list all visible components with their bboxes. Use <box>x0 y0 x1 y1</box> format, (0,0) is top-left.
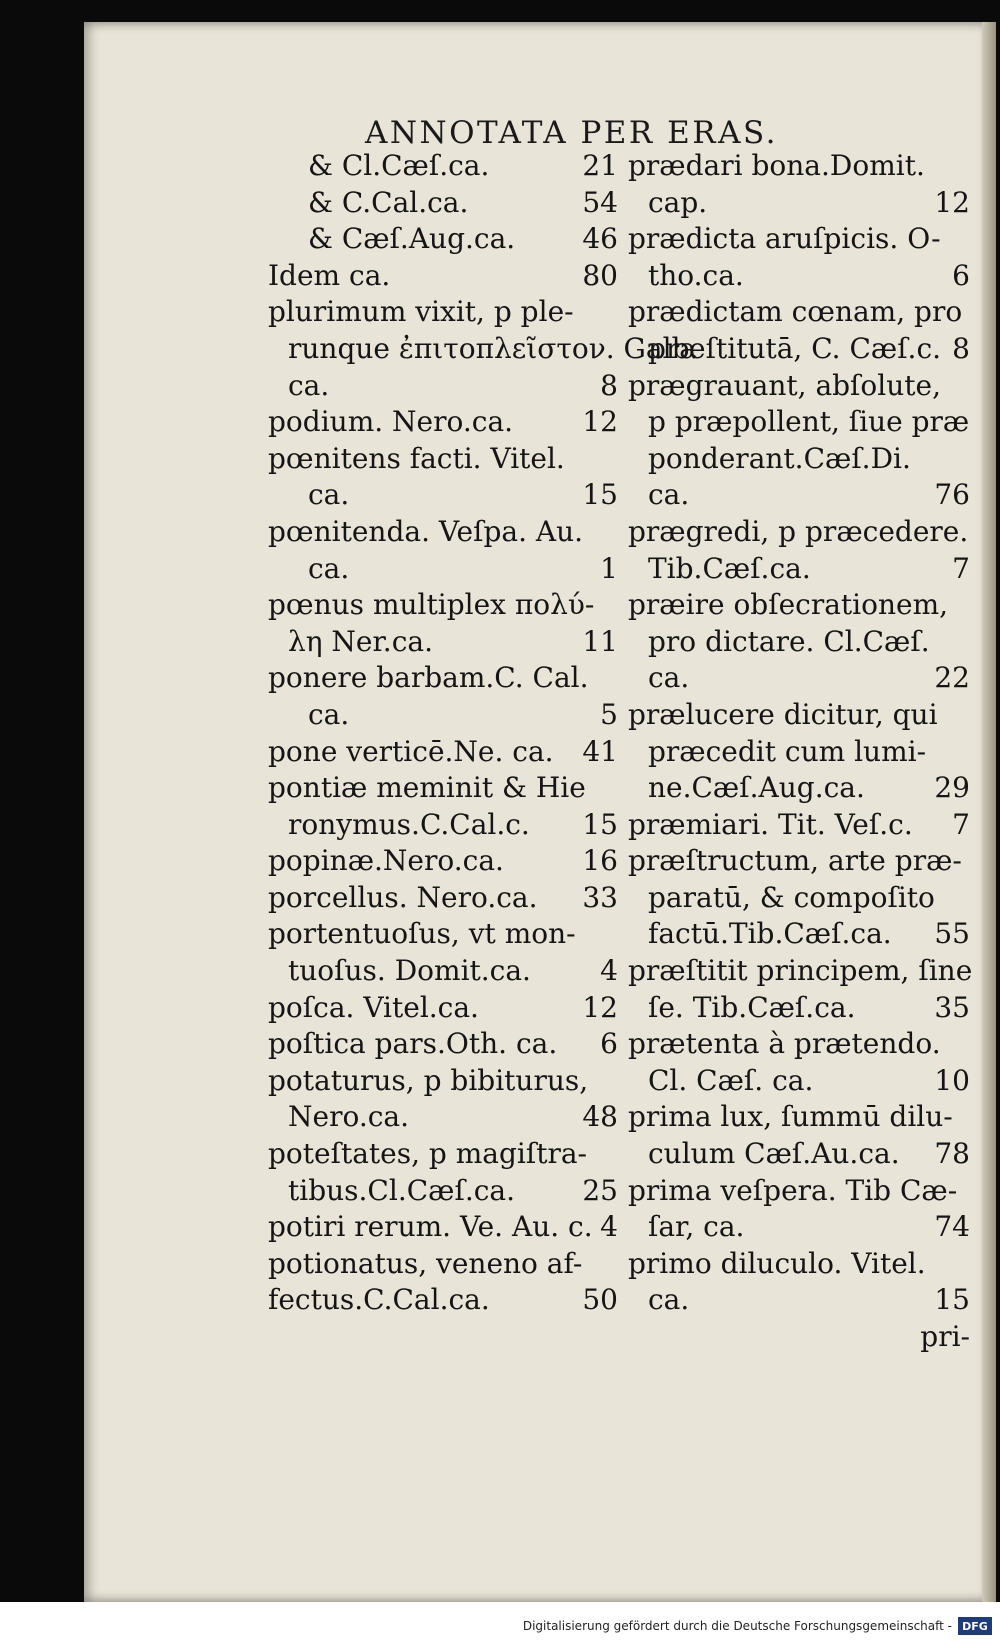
entry-chapter-number: 7 <box>952 807 970 841</box>
index-entry <box>268 1026 618 1063</box>
index-entry <box>268 1173 618 1210</box>
index-entry <box>628 1099 970 1136</box>
index-entry <box>628 258 970 295</box>
entry-text: præire obſecrationem, <box>628 588 949 622</box>
index-entry <box>268 990 618 1027</box>
index-entry <box>628 770 970 807</box>
index-entry <box>628 514 970 551</box>
entry-chapter-number: 15 <box>582 478 618 512</box>
index-entry <box>268 551 618 588</box>
index-entry <box>628 1209 970 1246</box>
index-entry <box>628 1063 970 1100</box>
index-entry <box>628 953 973 990</box>
entry-text: ca. <box>648 661 690 695</box>
entry-text: Idem ca. <box>268 258 391 292</box>
entry-chapter-number: 22 <box>934 661 970 695</box>
index-entry <box>268 916 618 953</box>
entry-chapter-number: 12 <box>582 405 618 439</box>
index-entry <box>628 477 970 514</box>
index-entry <box>268 770 618 807</box>
index-entry <box>268 880 618 917</box>
index-entry <box>628 1319 970 1356</box>
index-entry <box>268 697 618 734</box>
index-entry <box>268 1246 618 1283</box>
entry-text: prægrauant, abſolute, <box>628 368 941 402</box>
entry-text: prima veſpera. Tib Cæ- <box>628 1173 958 1207</box>
entry-chapter-number: 12 <box>934 185 970 219</box>
entry-text: porcellus. Nero.ca. <box>268 880 538 914</box>
index-entry <box>268 294 618 331</box>
entry-chapter-number: 48 <box>582 1100 618 1134</box>
entry-chapter-number: 4 <box>600 954 618 988</box>
entry-chapter-number: 15 <box>934 1283 970 1317</box>
dfg-logo: DFG <box>958 1617 992 1635</box>
index-entry <box>628 880 970 917</box>
index-entry <box>628 624 970 661</box>
entry-text: factū.Tib.Cæſ.ca. <box>648 917 892 951</box>
entry-chapter-number: 35 <box>934 990 970 1024</box>
index-entry <box>628 1173 970 1210</box>
index-entry <box>628 294 970 331</box>
index-entry <box>628 148 970 185</box>
entry-text: ponere barbam.C. Cal. <box>268 661 589 695</box>
entry-chapter-number: 41 <box>582 734 618 768</box>
entry-chapter-number: 25 <box>582 1173 618 1207</box>
index-entry <box>628 843 970 880</box>
entry-text: & C.Cal.ca. <box>308 185 469 219</box>
entry-text: Cl. Cæſ. ca. <box>648 1063 814 1097</box>
running-header: ANNOTATA PER ERAS. <box>365 115 778 151</box>
index-entry <box>268 807 618 844</box>
index-entry <box>268 441 618 478</box>
index-entry <box>628 734 970 771</box>
entry-text: ſar, ca. <box>648 1210 745 1244</box>
index-entry <box>628 697 970 734</box>
entry-text: ponderant.Cæſ.Di. <box>648 441 911 475</box>
index-entry <box>268 514 618 551</box>
entry-text: prædari bona.Domit. <box>628 149 925 182</box>
entry-text: pœnitens facti. Vitel. <box>268 441 565 475</box>
entry-text: podium. Nero.ca. <box>268 405 514 439</box>
entry-text: popinæ.Nero.ca. <box>268 844 504 878</box>
index-entry <box>628 551 970 588</box>
entry-text: portentuoſus, vt mon- <box>268 917 576 951</box>
entry-text: runque ἐπιτοπλεῖστον. Galb. <box>288 331 699 365</box>
entry-text: prægredi, p præcedere. <box>628 514 969 548</box>
entry-chapter-number: 80 <box>582 258 618 292</box>
entry-chapter-number: 29 <box>934 771 970 805</box>
entry-text: tuoſus. Domit.ca. <box>288 954 531 988</box>
entry-chapter-number: 8 <box>952 331 970 365</box>
index-entry <box>628 1246 970 1283</box>
index-entry <box>268 624 618 661</box>
entry-text: & Cl.Cæſ.ca. <box>308 149 490 182</box>
entry-text: λη Ner.ca. <box>288 624 433 658</box>
entry-text: tibus.Cl.Cæſ.ca. <box>288 1173 515 1207</box>
index-entry <box>268 477 618 514</box>
entry-text: præſtitutā, C. Cæſ.c. <box>648 331 942 365</box>
index-entry <box>628 1282 970 1319</box>
entry-text: p præpollent, ſiue præ <box>648 405 970 439</box>
entry-chapter-number: 15 <box>582 807 618 841</box>
entry-text: poſca. Vitel.ca. <box>268 990 479 1024</box>
index-entry <box>628 1136 970 1173</box>
entry-text: prædicta aruſpicis. O- <box>628 222 941 256</box>
index-entry <box>268 185 618 222</box>
index-entry <box>268 587 618 624</box>
entry-chapter-number: 5 <box>600 697 618 731</box>
index-entry <box>628 404 970 441</box>
entry-text: ſe. Tib.Cæſ.ca. <box>648 990 856 1024</box>
entry-text: præmiari. Tit. Veſ.c. <box>628 807 913 841</box>
index-entry <box>268 953 618 990</box>
entry-text: ca. <box>648 1283 690 1317</box>
index-entry <box>628 441 970 478</box>
index-entry <box>628 807 970 844</box>
entry-text: poteſtates, p magiſtra- <box>268 1137 588 1171</box>
index-entry <box>628 587 970 624</box>
entry-text: Tib.Cæſ.ca. <box>648 551 811 585</box>
entry-text: plurimum vixit, p ple- <box>268 295 574 329</box>
entry-text: Nero.ca. <box>288 1100 409 1134</box>
entry-text: poſtica pars.Oth. ca. <box>268 1027 558 1061</box>
index-entry <box>268 1063 618 1100</box>
entry-chapter-number: 12 <box>582 990 618 1024</box>
entry-text: ca. <box>648 478 690 512</box>
index-entry <box>628 1026 970 1063</box>
entry-text: præſtructum, arte præ- <box>628 844 962 878</box>
index-entry <box>628 368 970 405</box>
index-entry <box>268 404 618 441</box>
entry-text: primo diluculo. Vitel. <box>628 1246 926 1280</box>
entry-text: potionatus, veneno af- <box>268 1246 583 1280</box>
index-entry <box>268 258 618 295</box>
entry-text: ca. <box>308 551 350 585</box>
entry-text: ca. <box>308 697 350 731</box>
index-entry <box>268 1282 618 1319</box>
index-entry <box>268 368 618 405</box>
index-entry <box>268 1099 618 1136</box>
index-entry <box>268 734 618 771</box>
index-entry <box>268 660 618 697</box>
index-entry <box>268 1209 618 1246</box>
entry-text: pœnus multiplex πολύ- <box>268 588 595 622</box>
entry-chapter-number: 6 <box>952 258 970 292</box>
entry-text: culum Cæſ.Au.ca. <box>648 1137 900 1171</box>
index-entry <box>628 221 970 258</box>
entry-text: ne.Cæſ.Aug.ca. <box>648 771 865 805</box>
entry-text: ca. <box>288 368 330 402</box>
entry-text: potaturus, p bibiturus, <box>268 1063 589 1097</box>
entry-text: pontiæ meminit & Hie <box>268 771 586 805</box>
funding-note: Digitalisierung gefördert durch die Deutsche Forschungsgemeinschaft - <box>522 1619 952 1633</box>
entry-chapter-number: 78 <box>934 1137 970 1171</box>
entry-text: ca. <box>308 478 350 512</box>
entry-text: cap. <box>648 185 708 219</box>
entry-chapter-number: 55 <box>934 917 970 951</box>
entry-chapter-number: 50 <box>582 1283 618 1317</box>
entry-text: prima lux, ſummū dilu- <box>628 1100 953 1134</box>
index-entry <box>268 1136 618 1173</box>
entry-text: fectus.C.Cal.ca. <box>268 1283 490 1317</box>
entry-text: potiri rerum. Ve. Au. c. <box>268 1210 593 1244</box>
entry-chapter-number: pri- <box>920 1320 970 1353</box>
entry-chapter-number: 33 <box>582 880 618 914</box>
entry-chapter-number: 46 <box>582 222 618 256</box>
entry-text: tho.ca. <box>648 258 744 292</box>
entry-text: prædictam cœnam, pro <box>628 295 963 329</box>
entry-chapter-number: 1 <box>600 551 618 585</box>
entry-chapter-number: 4 <box>600 1210 618 1244</box>
entry-chapter-number: 76 <box>934 478 970 512</box>
entry-chapter-number: 16 <box>582 844 618 878</box>
index-entry <box>628 916 970 953</box>
entry-text: pro dictare. Cl.Cæſ. <box>648 624 930 658</box>
index-entry <box>628 660 970 697</box>
entry-text: ronymus.C.Cal.c. <box>288 807 530 841</box>
entry-text: pone verticē.Ne. ca. <box>268 734 554 768</box>
entry-chapter-number: 8 <box>600 368 618 402</box>
index-entry <box>628 185 970 222</box>
index-column-right <box>628 148 973 1356</box>
index-entry <box>268 148 618 185</box>
index-entry <box>628 990 970 1027</box>
entry-chapter-number: 6 <box>600 1027 618 1061</box>
index-entry <box>268 843 618 880</box>
entry-text: præſtitit principem, ſine <box>628 954 973 988</box>
index-entry <box>268 331 699 368</box>
entry-chapter-number: 7 <box>952 551 970 585</box>
index-entry <box>628 331 970 368</box>
entry-chapter-number: 10 <box>934 1063 970 1097</box>
entry-text: pœnitenda. Veſpa. Au. <box>268 514 584 548</box>
entry-text: prælucere dicitur, qui <box>628 697 938 731</box>
entry-text: & Cæſ.Aug.ca. <box>308 222 516 256</box>
page-edge-shadow <box>982 22 996 1602</box>
entry-text: præcedit cum lumi- <box>648 734 927 768</box>
entry-chapter-number: 21 <box>582 149 618 182</box>
index-entry <box>268 221 618 258</box>
entry-chapter-number: 74 <box>934 1210 970 1244</box>
entry-text: prætenta à prætendo. <box>628 1027 941 1061</box>
entry-chapter-number: 11 <box>582 624 618 658</box>
entry-chapter-number: 54 <box>582 185 618 219</box>
entry-text: paratū, & compoſito <box>648 880 935 914</box>
